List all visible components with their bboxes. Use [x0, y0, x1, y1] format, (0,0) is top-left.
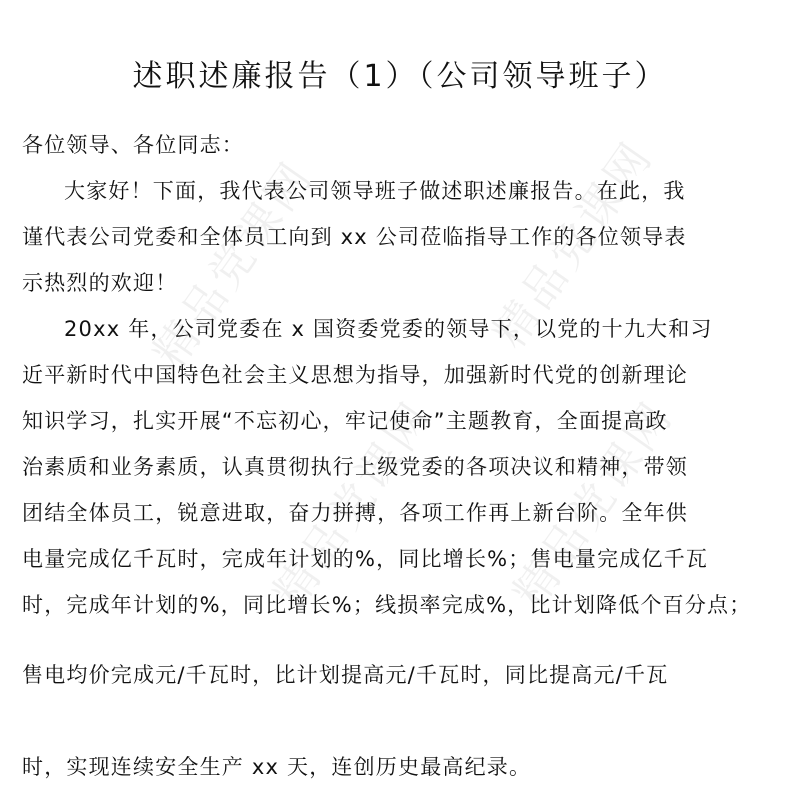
- paragraph-line: 团结全体员工，锐意进取，奋力拼搏，各项工作再上新台阶。全年供: [22, 501, 688, 525]
- salutation: 各位领导、各位同志：: [22, 133, 244, 157]
- paragraph-line: 示热烈的欢迎！: [22, 271, 178, 295]
- paragraph-line: 谨代表公司党委和全体员工向到 xx 公司莅临指导工作的各位领导表: [22, 225, 687, 249]
- watermark-2: 精品党课网: [483, 131, 664, 358]
- paragraph-line: 20xx 年，公司党委在 x 国资委党委的领导下，以党的十九大和习: [64, 317, 713, 341]
- watermark-4: 精品党课网: [503, 391, 684, 618]
- paragraph-line: 时，实现连续安全生产 xx 天，连创历史最高纪录。: [22, 755, 532, 779]
- paragraph-line: 电量完成亿千瓦时，完成年计划的%，同比增长%；售电量完成亿千瓦: [22, 547, 709, 571]
- paragraph-line: 近平新时代中国特色社会主义思想为指导，加强新时代党的创新理论: [22, 363, 688, 387]
- paragraph-line: 大家好！下面，我代表公司领导班子做述职述廉报告。在此，我: [64, 179, 686, 203]
- document-title: 述职述廉报告（1）（公司领导班子）: [132, 59, 668, 94]
- paragraph-line: 时，完成年计划的%，同比增长%；线损率完成%，比计划降低个百分点；: [22, 593, 752, 617]
- paragraph-line: 售电均价完成元/千瓦时，比计划提高元/千瓦时，同比提高元/千瓦: [22, 663, 669, 687]
- watermark-1: 精品党课网: [143, 151, 324, 378]
- watermark-3: 精品党课网: [263, 391, 444, 618]
- paragraph-line: 治素质和业务素质，认真贯彻执行上级党委的各项决议和精神，带领: [22, 455, 688, 479]
- paragraph-line: 知识学习，扎实开展“不忘初心，牢记使命”主题教育，全面提高政: [22, 409, 668, 433]
